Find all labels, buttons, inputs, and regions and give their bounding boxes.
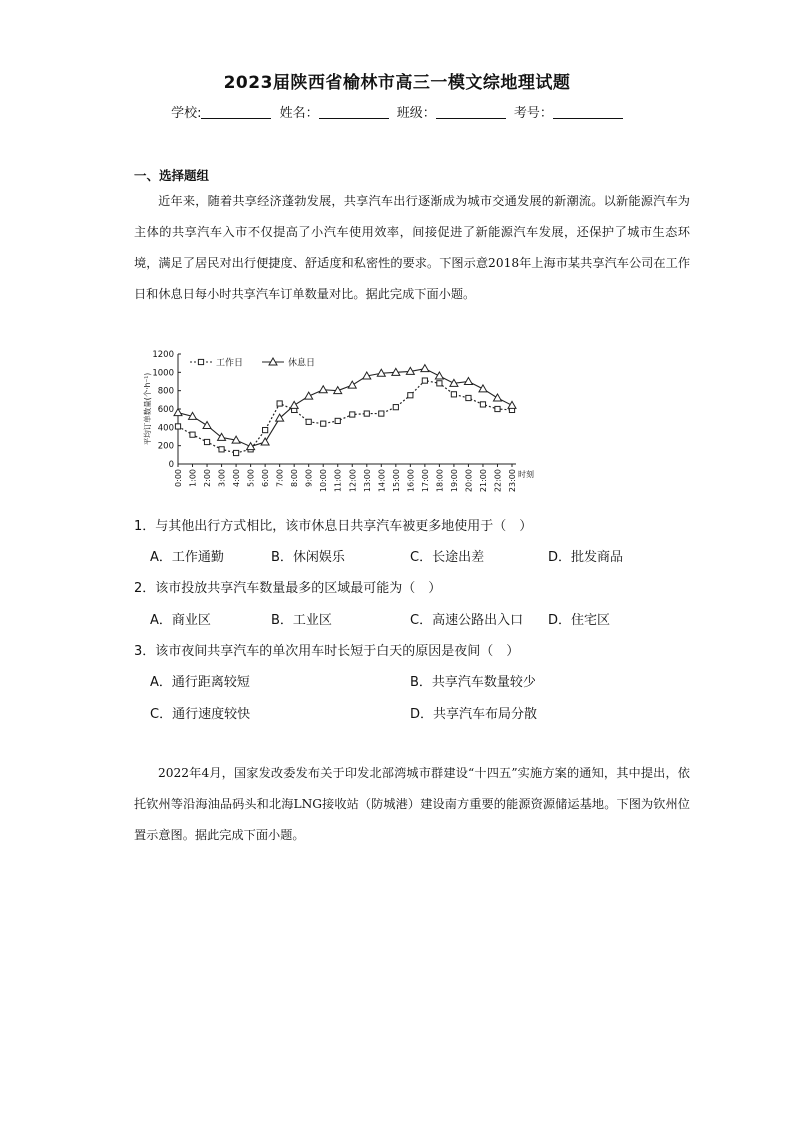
series-2-point <box>464 378 472 385</box>
series-1-point <box>204 439 209 444</box>
class-field[interactable] <box>436 106 506 119</box>
series-2-point <box>493 394 501 401</box>
x-tick-label: 17:00 <box>420 469 430 493</box>
chart-series <box>174 365 516 456</box>
legend-marker-1 <box>198 359 203 364</box>
series-2-point <box>319 386 327 393</box>
series-2-point <box>290 401 298 408</box>
student-info-line <box>0 102 794 121</box>
x-tick-label: 6:00 <box>261 469 271 487</box>
series-2-point <box>479 385 487 392</box>
y-tick-label: 400 <box>157 423 174 434</box>
x-tick-label: 0:00 <box>174 469 183 487</box>
y-tick-label: 1000 <box>152 368 174 379</box>
x-tick-label: 21:00 <box>478 469 488 493</box>
series-2-point <box>435 372 443 379</box>
question-3-stem: 3．该市夜间共享汽车的单次用车时长短于白天的原因是夜间（ ） <box>134 644 520 659</box>
x-tick-label: 10:00 <box>319 469 329 493</box>
q1-option-c[interactable]: C．长途出差 <box>410 550 485 565</box>
y-tick-label: 1200 <box>152 350 174 360</box>
q3-option-a[interactable]: A．通行距离较短 <box>150 675 250 690</box>
series-2-point <box>261 438 269 445</box>
q3-option-d[interactable]: D．共享汽车布局分散 <box>410 707 538 722</box>
x-tick-label: 18:00 <box>435 469 445 493</box>
q2-option-c[interactable]: C．高速公路出入口 <box>410 613 524 628</box>
q3-option-c[interactable]: C．通行速度较快 <box>150 707 251 722</box>
series-1-point <box>408 393 413 398</box>
series-line-1 <box>178 381 512 453</box>
q2-option-a[interactable]: A．商业区 <box>150 613 211 628</box>
passage-1-text: 近年来，随着共享经济蓬勃发展，共享汽车出行逐渐成为城市交通发展的新潮流。以新能源汽车为主体的共享汽车入市不仅提高了小汽车使用效率，间接促进了新能源汽车发展，还保护了城市生态环境，满足了居民对出行便捷度、舒适度和私密性的要求。下图示意2018年上海市某共享汽车公司在工作日和休息日每小时共享汽车订单数量对比。据此完成下面小题。 <box>134 194 690 301</box>
id-label: 考号： <box>513 106 553 121</box>
series-1-point <box>263 427 268 432</box>
series-1-point <box>350 412 355 417</box>
school-label: 学校: <box>171 106 202 121</box>
x-tick-label: 7:00 <box>275 469 285 487</box>
series-2-point <box>174 409 182 416</box>
series-1-point <box>422 378 427 383</box>
q1-option-b[interactable]: B．休闲娱乐 <box>271 550 345 565</box>
x-tick-label: 20:00 <box>464 469 474 493</box>
x-axis-label: 时刻 <box>518 470 534 479</box>
section-heading: 一、选择题组 <box>134 168 210 183</box>
series-1-point <box>437 381 442 386</box>
x-tick-label: 19:00 <box>449 469 459 493</box>
x-tick-label: 15:00 <box>391 469 401 493</box>
chart-legend <box>190 357 315 369</box>
x-tick-label: 12:00 <box>348 469 358 493</box>
series-1-point <box>466 395 471 400</box>
series-2-point <box>305 392 313 399</box>
q2-option-b[interactable]: B．工业区 <box>271 613 332 628</box>
class-label: 班级： <box>396 106 436 121</box>
series-2-point <box>348 381 356 388</box>
series-1-point <box>393 405 398 410</box>
series-line-2 <box>178 369 512 447</box>
x-tick-label: 22:00 <box>493 469 503 493</box>
passage-2-text: 2022年4月，国家发改委发布关于印发北部湾城市群建设“十四五”实施方案的通知，其中提出，依托钦州等沿海油品码头和北海LNG接收站（防城港）建设南方重要的能源资源储运基地。下图为钦州位置示意图。据此完成下面小题。 <box>134 766 690 842</box>
q1-option-a[interactable]: A．工作通勤 <box>150 550 224 565</box>
x-tick-label: 4:00 <box>232 469 242 487</box>
question-2-stem: 2．该市投放共享汽车数量最多的区域最可能为（ ） <box>134 581 442 596</box>
name-field[interactable] <box>319 106 389 119</box>
y-tick-label: 0 <box>168 460 174 470</box>
passage-2 <box>134 758 690 851</box>
series-1-point <box>364 411 369 416</box>
x-tick-label: 9:00 <box>304 469 314 487</box>
series-1-point <box>379 411 384 416</box>
q3-option-b[interactable]: B．共享汽车数量较少 <box>410 675 536 690</box>
legend-label-1: 工作日 <box>216 358 244 369</box>
series-1-point <box>233 450 238 455</box>
series-2-point <box>203 422 211 429</box>
series-1-point <box>480 402 485 407</box>
series-2-point <box>421 365 429 372</box>
question-1-stem: 1．与其他出行方式相比，该市休息日共享汽车被更多地使用于（ ） <box>134 519 533 534</box>
series-1-point <box>335 418 340 423</box>
q1-option-d[interactable]: D．批发商品 <box>548 550 624 565</box>
y-tick-label: 600 <box>157 405 174 415</box>
series-1-point <box>306 419 311 424</box>
series-1-point <box>219 447 224 452</box>
series-1-point <box>495 406 500 411</box>
series-1-point <box>190 432 195 437</box>
passage-1 <box>134 186 690 310</box>
y-tick-label: 800 <box>157 386 174 397</box>
series-1-point <box>321 421 326 426</box>
x-tick-label: 23:00 <box>508 469 517 493</box>
x-tick-label: 2:00 <box>203 469 213 487</box>
series-1-point <box>175 424 180 429</box>
page-title: 2023届陕西省榆林市高三一模文综地理试题 <box>223 73 571 93</box>
x-tick-label: 3:00 <box>217 469 227 487</box>
series-1-point <box>451 392 456 397</box>
id-field[interactable] <box>553 106 623 119</box>
series-1-point <box>277 401 282 406</box>
x-tick-label: 8:00 <box>290 469 300 487</box>
q2-option-d[interactable]: D．住宅区 <box>548 613 611 628</box>
x-tick-label: 1:00 <box>188 469 198 487</box>
x-tick-label: 11:00 <box>333 469 343 493</box>
y-axis-label: 平均订单数量(个·h⁻¹) <box>143 372 152 446</box>
x-tick-label: 13:00 <box>362 469 372 493</box>
series-2-point <box>508 401 516 408</box>
school-field[interactable] <box>201 106 271 119</box>
legend-label-2: 休息日 <box>288 358 316 369</box>
x-tick-label: 14:00 <box>377 469 387 493</box>
x-tick-label: 5:00 <box>246 469 256 487</box>
y-tick-label: 200 <box>157 441 174 452</box>
name-label: 姓名： <box>279 106 319 121</box>
orders-line-chart <box>134 344 534 494</box>
x-tick-label: 16:00 <box>406 469 416 493</box>
